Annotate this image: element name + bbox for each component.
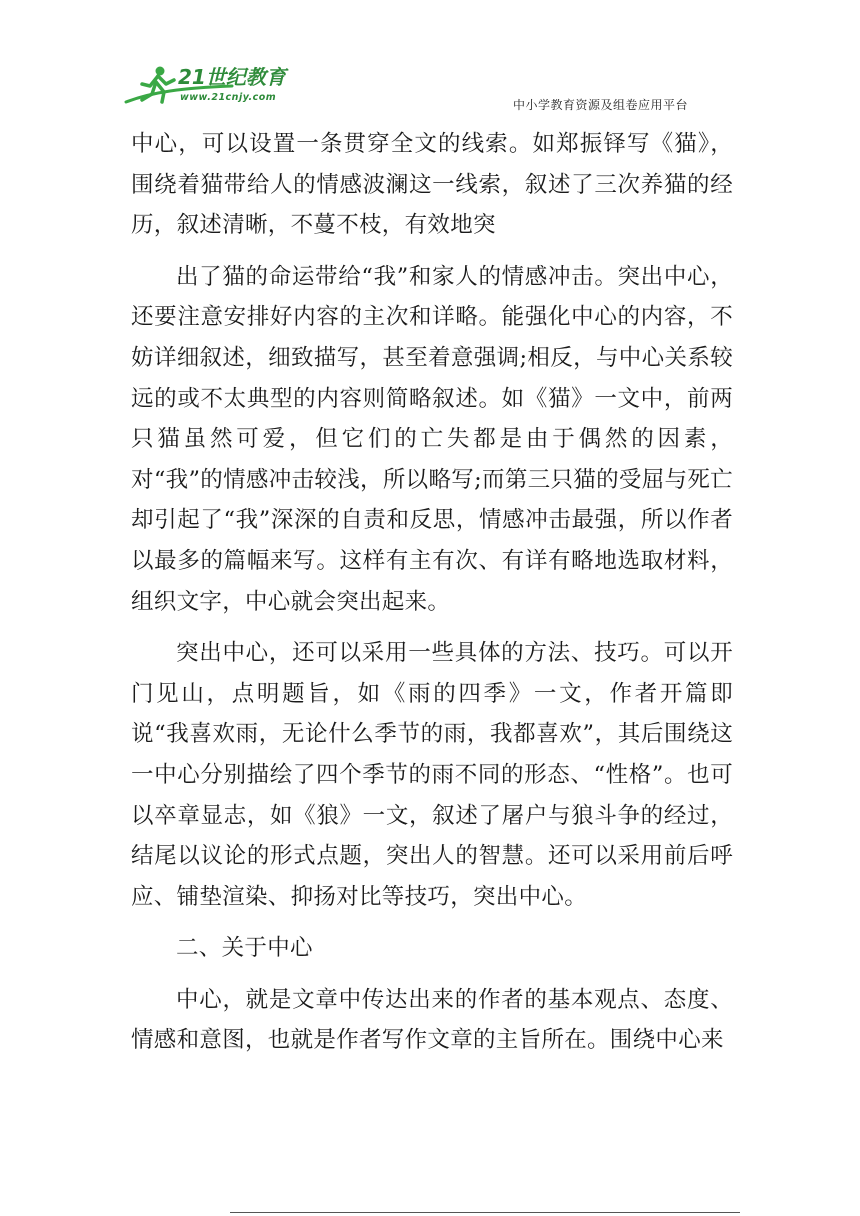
logo-url-text: www.21cnjy.com: [180, 92, 277, 103]
paragraph-3: 突出中心，还可以采用一些具体的方法、技巧。可以开门见山，点明题旨，如《雨的四季》一文，作者开篇即说“我喜欢雨，无论什么季节的雨，我都喜欢”，其后围绕这一中心分别描绘了四个季节的雨不同的形态、“性格”。也可以卒章显志，如《狼》一文，叙述了屠户与狼斗争的经过，结尾以议论的形式点题，突出人的智慧。还可以采用前后呼应、铺垫渲染、抑扬对比等技巧，突出中心。: [131, 640, 733, 910]
paragraph-1: 中心，可以设置一条贯穿全文的线索。如郑振铎写《猫》，围绕着猫带给人的情感波澜这一线索，叙述了三次养猫的经历，叙述清晰，不蔓不枝，有效地突: [131, 131, 733, 239]
document-body: [131, 124, 733, 1072]
footer-divider: [230, 1212, 740, 1213]
logo-brand-text: 21世纪教育: [178, 65, 286, 89]
brand-logo: [122, 62, 292, 110]
section-heading: 二、关于中心: [176, 935, 313, 962]
runner-logo-icon: [122, 62, 292, 110]
paragraph-4: 中心，就是文章中传达出来的作者的基本观点、态度、情感和意图，也就是作者写作文章的主旨所在。围绕中心来: [131, 986, 733, 1054]
paragraph-2: 出了猫的命运带给“我”和家人的情感冲击。突出中心，还要注意安排好内容的主次和详略。能强化中心的内容，不妨详细叙述，细致描写，甚至着意强调;相反，与中心关系较远的或不太典型的内容则简略叙述。如《猫》一文中，前两只猫虽然可爱，但它们的亡失都是由于偶然的因素，对“我”的情感冲击较浅，所以略写;而第三只猫的受屈与死亡却引起了“我”深深的自责和反思，情感冲击最强，所以作者以最多的篇幅来写。这样有主有次、有详有略地选取材料，组织文字，中心就会突出起来。: [131, 263, 733, 615]
header-tagline: 中小学教育资源及组卷应用平台: [513, 98, 689, 112]
page-header: [0, 0, 860, 118]
